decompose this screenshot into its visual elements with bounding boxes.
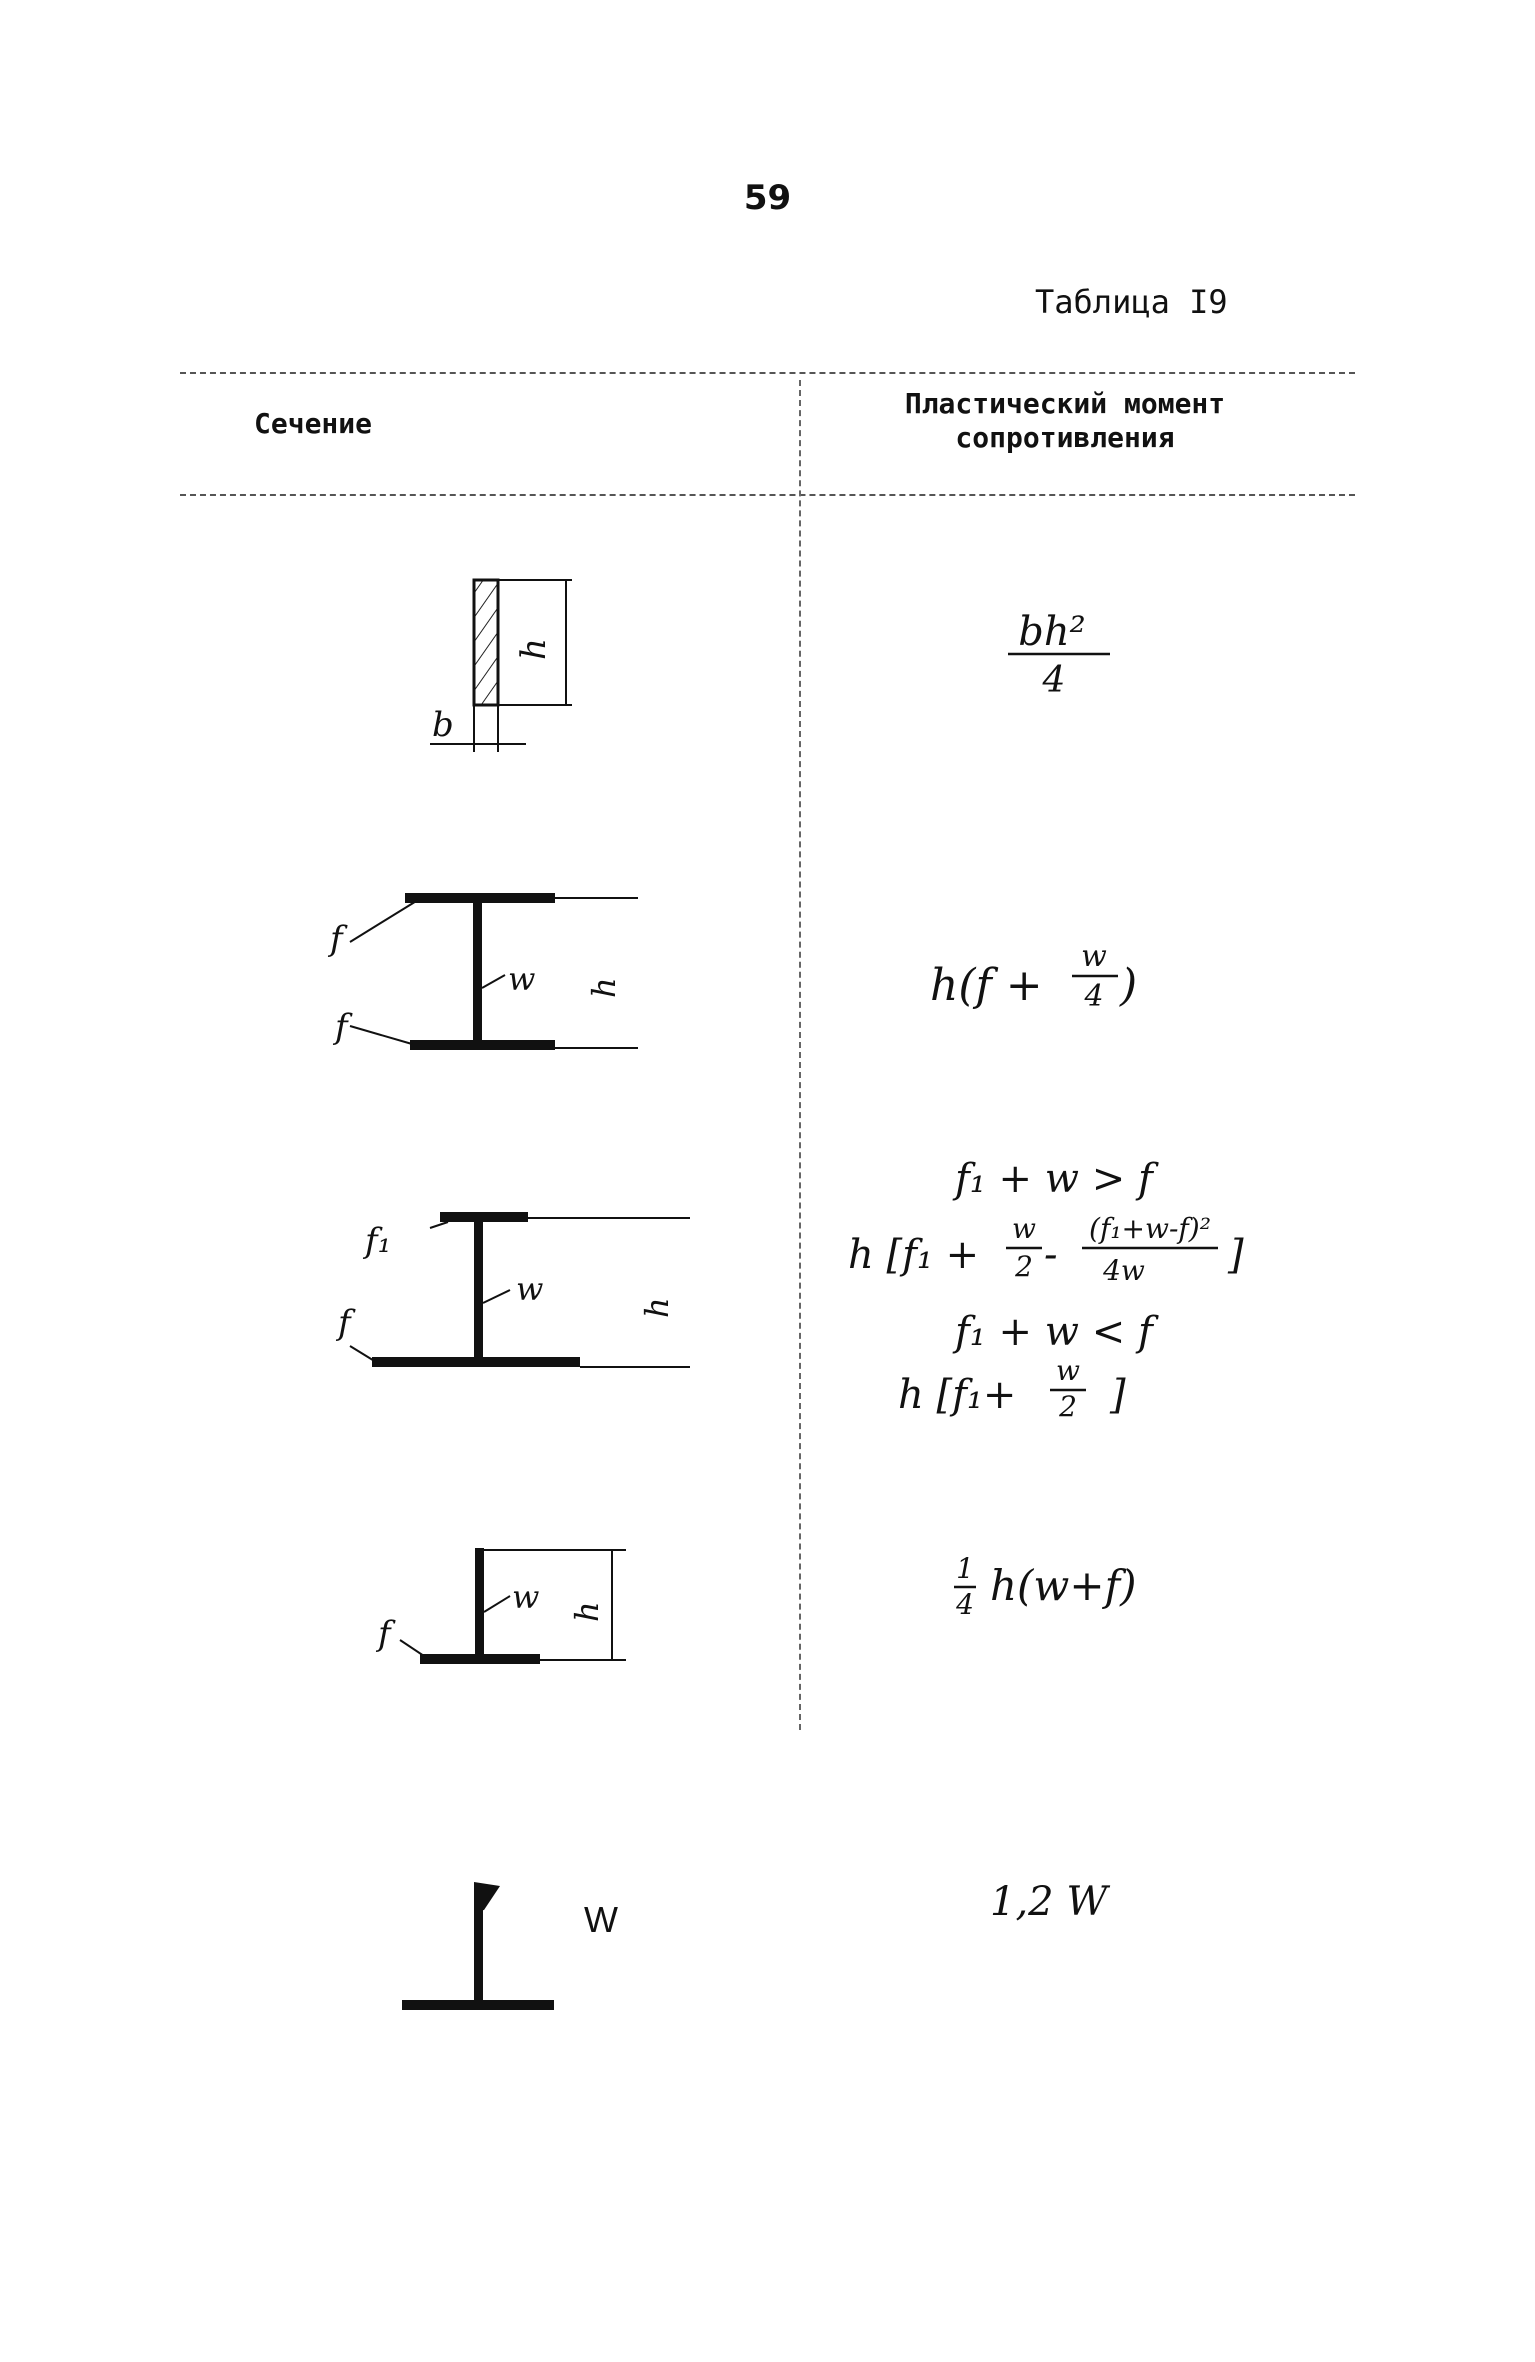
row3-cond1: f₁ + w > f	[955, 1156, 1153, 1202]
row1-formula-num: bh²	[1018, 609, 1086, 655]
row5-flange	[402, 2000, 554, 2010]
row2-formula-num: w	[1081, 939, 1107, 974]
row4-label-f: f	[378, 1614, 391, 1654]
row2-bottom-flange	[410, 1040, 555, 1050]
row3-top-flange	[440, 1212, 528, 1222]
row4-label-h: h	[568, 1601, 606, 1622]
row3-cond2: f₁ + w < f	[955, 1309, 1153, 1355]
table-caption: Таблица I9	[1035, 283, 1228, 321]
row2-formula-main: h(f +	[930, 960, 1043, 1011]
row2-formula	[930, 939, 1137, 1014]
row4-web	[475, 1548, 484, 1658]
rect-section	[474, 580, 498, 705]
row3-web	[474, 1222, 483, 1360]
row3-f2-num: w	[1056, 1354, 1080, 1387]
row3-f2-close: ]	[1110, 1372, 1126, 1418]
row4-formula-den: 4	[956, 1588, 974, 1621]
row3-label-h: h	[638, 1297, 676, 1318]
header-moment-line2: сопротивления	[955, 421, 1175, 454]
row4-formula	[954, 1552, 1137, 1621]
row3-f1-pre: h [f₁ +	[848, 1232, 980, 1278]
row3-formula	[848, 1156, 1244, 1423]
row3-label-f: f	[338, 1303, 351, 1343]
row3-label-w: w	[516, 1270, 544, 1308]
row3-f1-minus: -	[1044, 1232, 1058, 1278]
row2-formula-den: 4	[1084, 979, 1104, 1014]
row3-label-f1: f₁	[365, 1221, 392, 1261]
row2-label-w: w	[508, 960, 536, 998]
row4-formula-rest: h(w+f)	[990, 1561, 1137, 1610]
row5-web	[474, 1884, 483, 2004]
row3-f1-d2: 4w	[1103, 1254, 1145, 1287]
row1-formula	[1008, 609, 1110, 701]
row3-f1-close: ]	[1228, 1232, 1244, 1278]
row3-f1-n2: (f₁+w-f)²	[1089, 1212, 1211, 1245]
row1-label-b: b	[432, 705, 454, 745]
row2-formula-close: )	[1120, 960, 1138, 1011]
row2-label-h: h	[585, 977, 623, 998]
row3-f2-den: 2	[1059, 1390, 1077, 1423]
row1-label-h: h	[514, 638, 554, 660]
row2-label-f-top: f	[330, 919, 343, 959]
row4-label-w: w	[512, 1578, 540, 1616]
row1-formula-den: 4	[1042, 660, 1066, 701]
row5-label-w: W	[584, 1899, 618, 1940]
page-number: 59	[743, 178, 792, 218]
row3-f1-n1: w	[1012, 1212, 1036, 1245]
row3-section-drawing	[335, 1212, 690, 1367]
row2-web	[473, 903, 482, 1043]
row5-formula	[990, 1879, 1110, 1925]
row1-section-drawing	[430, 580, 572, 752]
row4-flange	[420, 1654, 540, 1664]
row2-label-f-bottom: f	[335, 1007, 348, 1047]
row3-bottom-flange	[372, 1357, 580, 1367]
row3-f1-d1: 2	[1015, 1250, 1033, 1283]
row2-section-drawing	[327, 893, 638, 1050]
row5-section-drawing	[402, 1882, 618, 2010]
header-section: Сечение	[254, 407, 373, 440]
row3-f2-pre: h [f₁+	[898, 1372, 1017, 1418]
row4-formula-num: 1	[956, 1552, 974, 1585]
row2-top-flange	[405, 893, 555, 903]
header-moment-line1: Пластический момент	[904, 387, 1226, 420]
row4-section-drawing	[375, 1548, 626, 1664]
row5-formula-text: 1,2 W	[990, 1879, 1108, 1925]
